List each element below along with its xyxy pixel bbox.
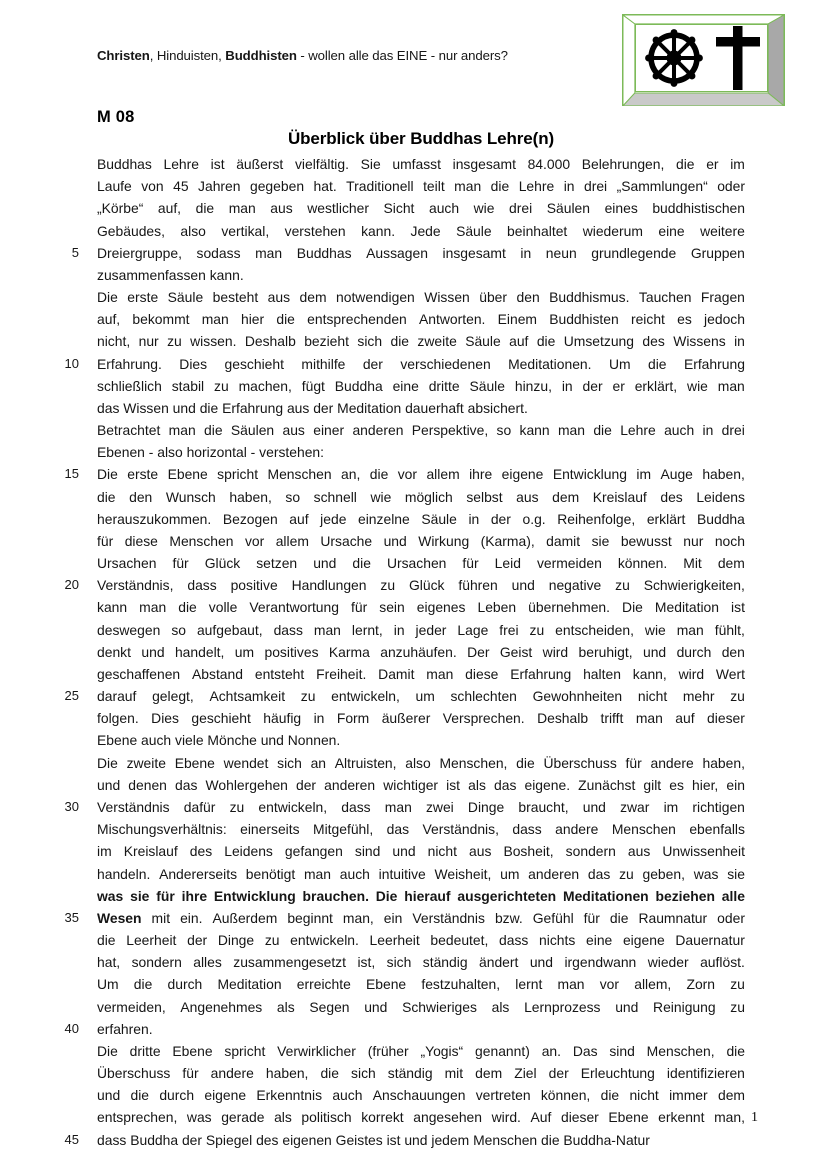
logo-inner-panel	[635, 24, 768, 92]
line-text: vermeiden, Angenehmes als Segen und Schwieriges als Lernprozess und Reinigung zu	[97, 998, 745, 1015]
text-line	[0, 885, 826, 907]
text-line	[0, 818, 826, 840]
text-line	[0, 530, 826, 552]
text-line	[0, 197, 826, 219]
page-title: Überblick über Buddhas Lehre(n)	[287, 129, 555, 148]
text-line	[0, 996, 826, 1018]
line-text: Erfahrung. Dies geschieht mithilfe der verschiedenen Meditationen. Um die Erfahrung	[97, 355, 745, 372]
header-emphasis: Christen	[97, 48, 150, 63]
line-text: deswegen so aufgebaut, dass man lernt, in jeder Lage frei zu entscheiden, wie man fühlt,	[97, 621, 745, 638]
text-line	[0, 663, 826, 685]
text-line	[0, 1040, 826, 1062]
christian-cross-icon	[715, 25, 761, 91]
line-text: Die erste Ebene spricht Menschen an, die vor allem ihre eigene Entwicklung im Auge haben,	[97, 466, 745, 483]
body-text	[0, 153, 826, 1151]
line-number: 30	[64, 798, 79, 814]
line-text: schließlich stabil zu machen, fügt Buddha eine dritte Säule hinzu, in der er erklärt, wie man	[97, 377, 745, 394]
header-text: - wollen alle das EINE - nur anders?	[296, 48, 508, 63]
text-line	[0, 973, 826, 995]
line-number: 45	[64, 1131, 79, 1147]
text-line	[0, 486, 826, 508]
line-text: die den Wunsch haben, so schnell wie möglich selbst aus dem Kreislauf des Leidens	[97, 488, 745, 505]
text-line	[0, 774, 826, 796]
page-header	[97, 48, 508, 63]
line-text: Ursachen für Glück setzen und die Ursachen für Leid vermeiden können. Mit dem	[97, 555, 745, 572]
line-number: 40	[64, 1020, 79, 1036]
line-text: dass Buddha der Spiegel des eigenen Geistes ist und jedem Menschen die Buddha-Natur	[97, 1131, 650, 1148]
line-text: für diese Menschen vor allem Ursache und Wirkung (Karma), damit sie bewusst nur noch	[97, 532, 745, 549]
line-text: „Körbe“ auf, die man aus westlicher Sicht auch wie drei Säulen eines buddhistischen	[97, 200, 745, 217]
line-text: Buddhas Lehre ist äußerst vielfältig. Sie umfasst insgesamt 84.000 Belehrungen, die er im	[97, 156, 745, 172]
line-number: 20	[64, 577, 79, 593]
line-text: Um die durch Meditation erreichte Ebene festzuhalten, lernt man vor allem, Zorn zu	[97, 976, 745, 993]
text-line	[0, 752, 826, 774]
text-line	[0, 1129, 826, 1151]
line-text: Ebene auch viele Mönche und Nonnen.	[97, 732, 341, 749]
line-text: die Leerheit der Dinge zu entwickeln. Leerheit bedeutet, dass nichts eine eigene Dauernatur	[97, 932, 745, 949]
line-text: im Kreislauf des Leidens gefangen sind und nicht aus Bosheit, sondern aus Unwissenheit	[97, 843, 745, 860]
line-text: Ebenen - also horizontal - verstehen:	[97, 444, 325, 461]
text-line	[0, 264, 826, 286]
text-line	[0, 619, 826, 641]
line-text: und denen das Wohlergehen der anderen wichtiger ist als das eigene. Zunächst gilt es hier, ein	[97, 776, 745, 793]
line-text: Die zweite Ebene wendet sich an Altruisten, also Menschen, die Überschuss für andere haben,	[97, 754, 745, 771]
line-text: geschaffenen Abstand entsteht Freiheit. Damit man diese Erfahrung halten kann, wird Wert	[97, 665, 745, 682]
text-line	[0, 729, 826, 751]
line-text: und die durch eigene Erkenntnis auch Anschauungen vertreten können, die nicht immer dem	[97, 1087, 745, 1104]
line-text: nicht, nur zu wissen. Deshalb bezieht sich die zweite Säule auf die Umsetzung des Wissens in	[97, 333, 745, 350]
line-text: auf, bekommt man hier die entsprechenden Antworten. Einem Buddhisten reicht es jedoch	[97, 311, 745, 328]
text-line	[0, 929, 826, 951]
line-text: herauszukommen. Bezogen auf jede einzelne Säule in der o.g. Reihenfolge, erklärt Buddha	[97, 510, 745, 527]
line-text: Die erste Säule besteht aus dem notwendigen Wissen über den Buddhismus. Tauchen Fragen	[97, 289, 745, 306]
text-line	[0, 796, 826, 818]
header-emphasis: Buddhisten	[225, 48, 297, 63]
text-line	[0, 508, 826, 530]
text-line	[0, 596, 826, 618]
text-line	[0, 419, 826, 441]
text-line	[0, 330, 826, 352]
line-number: 15	[64, 466, 79, 482]
text-line	[0, 153, 826, 175]
line-text: das Wissen und die Erfahrung aus der Meditation dauerhaft absichert.	[97, 399, 528, 416]
line-number: 5	[71, 244, 79, 260]
line-number: 35	[64, 909, 79, 925]
line-text: Wesen mit ein. Außerdem beginnt man, ein Verständnis bzw. Gefühl für die Raumnatur oder	[97, 909, 745, 926]
text-line	[0, 397, 826, 419]
line-text: Betrachtet man die Säulen aus einer anderen Perspektive, so kann man die Lehre auch in drei	[97, 422, 745, 439]
line-text: folgen. Dies geschieht häufig in Form äußerer Versprechen. Deshalb trifft man auf dieser	[97, 710, 745, 727]
line-text: darauf gelegt, Achtsamkeit zu entwickeln, um schlechten Gewohnheiten nicht mehr zu	[97, 688, 745, 705]
text-line	[0, 951, 826, 973]
text-line	[0, 707, 826, 729]
text-line	[0, 1062, 826, 1084]
material-code: M 08	[97, 108, 135, 126]
line-text: Laufe von 45 Jahren gegeben hat. Traditionell teilt man die Lehre in drei „Sammlungen“ oder	[97, 178, 745, 195]
line-text: Verständnis dafür zu entwickeln, dass man zwei Dinge braucht, und zwar im richtigen	[97, 798, 745, 815]
text-line	[0, 840, 826, 862]
logo-artwork	[636, 25, 767, 91]
line-text: Überschuss für andere haben, die sich ständig mit dem Ziel der Erleuchtung identifizieren	[97, 1065, 745, 1082]
text-line	[0, 308, 826, 330]
line-text: erfahren.	[97, 1020, 153, 1037]
text-line	[0, 375, 826, 397]
line-text: Die dritte Ebene spricht Verwirklicher (früher „Yogis“ genannt) an. Das sind Menschen, die	[97, 1042, 745, 1059]
text-line	[0, 242, 826, 264]
text-line	[0, 574, 826, 596]
text-line	[0, 1084, 826, 1106]
text-line	[0, 1018, 826, 1040]
line-text: zusammenfassen kann.	[97, 266, 244, 283]
text-line	[0, 175, 826, 197]
line-text: kann man die volle Verantwortung für sein eigenes Leben übernehmen. Die Meditation ist	[97, 599, 745, 616]
line-number: 25	[64, 688, 79, 704]
text-line	[0, 220, 826, 242]
religion-symbols-logo	[622, 14, 785, 106]
line-text: handeln. Andererseits benötigt man auch intuitive Weisheit, um anderen das zu geben, was sie	[97, 865, 745, 882]
text-line	[0, 441, 826, 463]
text-line	[0, 685, 826, 707]
text-line	[0, 286, 826, 308]
text-line	[0, 641, 826, 663]
line-text: was sie für ihre Entwicklung brauchen. Die hierauf ausgerichteten Meditationen beziehen alle	[97, 887, 745, 904]
header-text: , Hinduisten,	[149, 48, 226, 63]
text-line	[0, 907, 826, 929]
page-number: 1	[751, 1110, 758, 1125]
line-text: entsprechen, was gerade als politisch korrekt angesehen wird. Auf dieser Ebene erkennt man,	[97, 1109, 745, 1126]
line-text: Verständnis, dass positive Handlungen zu Glück führen und negative zu Schwierigkeiten,	[97, 577, 745, 594]
text-line	[0, 552, 826, 574]
line-text: denkt und handelt, um positives Karma anzuhäufen. Der Geist wird beruhigt, und durch den	[97, 643, 745, 660]
line-text: Dreiergruppe, sodass man Buddhas Aussagen insgesamt in neun grundlegende Gruppen	[97, 244, 745, 261]
text-line	[0, 353, 826, 375]
dharma-wheel-icon	[643, 27, 705, 89]
line-text: hat, sondern alles zusammengesetzt ist, sich ständig ändert und irgendwann wieder auflöst.	[97, 954, 745, 971]
line-text: Mischungsverhältnis: einerseits Mitgefühl, das Verständnis, dass andere Menschen ebenfalls	[97, 821, 745, 838]
line-text: Gebäudes, also vertikal, verstehen kann. Jede Säule beinhaltet wiederum eine weitere	[97, 222, 745, 239]
text-line	[0, 863, 826, 885]
text-line	[0, 463, 826, 485]
line-number: 10	[64, 355, 79, 371]
